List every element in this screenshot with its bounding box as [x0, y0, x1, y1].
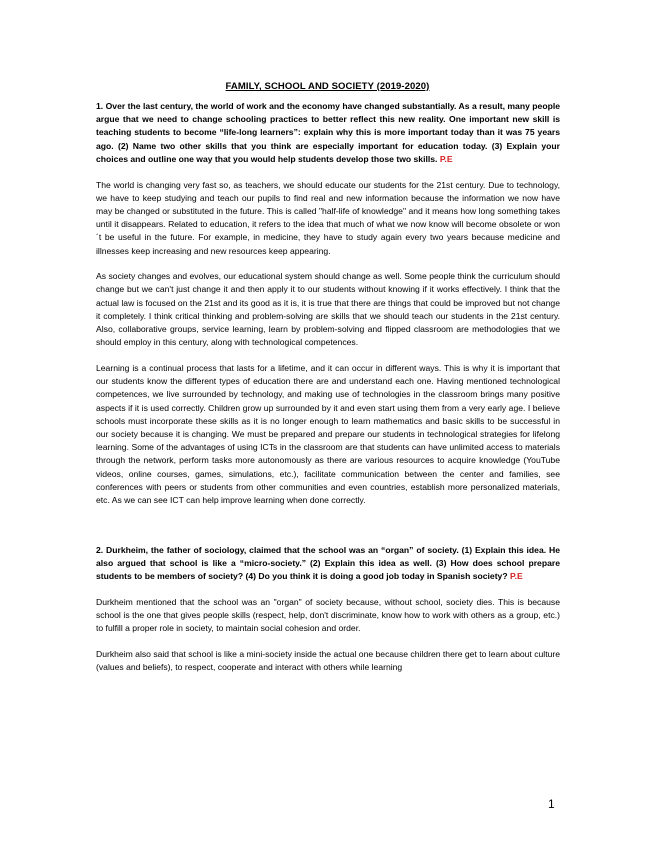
- answer-1-paragraph-3: Learning is a continual process that lasts for a lifetime, and it can occur in different ways. This is why it is important that our students know the different types of education there are and understand each one. Having mentioned technological competences, we live surrounded by technology, and making use of technologies in the classroom brings many positive aspects if it is used correctly. Children grow up surrounded by it and even start using them from a very early age. I believe schools must incorporate these skills as it is no longer enough to learn mathematics and basic skills to be successful in our society because it is changing. We must be prepared and prepare our students in technological strategies for lifelong learning. Some of the advantages of using ICTs in the classroom are that students can have unlimited access to materials through the network, perform tasks more autonomously as there are various resources to acquire knowledge (YouTube videos, online courses, games, simulations, etc.), facilitate communication between the center and families, see conferences with peers or students from other communities and even countries, establish more personalized materials, etc. As we can see ICT can help improve learning when done correctly.: [96, 362, 560, 505]
- answer-2-paragraph-2: Durkheim also said that school is like a mini-society inside the actual one because children there get to learn about culture (values and beliefs), to respect, cooperate and interact with others while learning: [96, 648, 560, 673]
- answer-1-paragraph-1: The world is changing very fast so, as teachers, we should educate our students for the 21st century. Due to technology, we have to keep studying and teach our pupils to find real and new information because the information we now have may be changed or substituted in the future. This is called "half-life of knowledge" and it means how long something takes until it disappears. Related to education, it refers to the idea that much of what we now know will become obsolete or won´t be useful in the future. For example, in medicine, they have to study again every two years because medicine and illnesses keep increasing and new resources keep appearing.: [96, 179, 560, 256]
- question-2-text: 2. Durkheim, the father of sociology, claimed that the school was an “organ” of society. (1) Explain this idea. He also argued that school is like a “micro-society.” (2) Explain this idea as well. (3) How does school prepare students to be members of society? (4) Do you think it is doing a good job today in Spanish society?: [96, 544, 560, 582]
- question-1: [96, 100, 560, 166]
- answer-1-paragraph-2: As society changes and evolves, our educational system should change as well. Some people think the curriculum should change but we can't just change it and then apply it to our students without knowing if it works effectively. I think that the actual law is focused on the 21st and its good as it is, it is true that there are things that could be improved but not change it completely. I think critical thinking and problem-solving are skills that we should teach our students in the 21st century. Also, collaborative groups, service learning, learn by problem-solving and flipped classroom are methodologies that we should employ in this century, along with technological competences.: [96, 271, 560, 348]
- question-2: [96, 544, 560, 584]
- section-gap: [96, 520, 560, 544]
- document-title: FAMILY, SCHOOL AND SOCIETY (2019-2020): [225, 81, 430, 92]
- page-number: 1: [548, 797, 555, 811]
- question-2-tag: P.E: [509, 571, 523, 582]
- answer-2-paragraph-1: Durkheim mentioned that the school was an "organ" of society because, without school, society dies. This is because school is the one that gives people skills (respect, help, don't discriminate, know how to work with others as a group, etc.) to fulfill a proper role in society, to maintain social cohesion and order.: [96, 596, 560, 634]
- document-body: [96, 100, 560, 687]
- question-1-text: 1. Over the last century, the world of work and the economy have changed substantially. As a result, many people argue that we need to change schooling practices to better reflect this new reality. One important new skill is teaching students to become “life-long learners”: explain why this is more important today than it was 75 years ago. (2) Name two other skills that you think are especially important for education today. (3) Explain your choices and outline one way that you would help students develop those two skills.: [96, 101, 560, 164]
- question-1-tag: P.E: [439, 153, 453, 164]
